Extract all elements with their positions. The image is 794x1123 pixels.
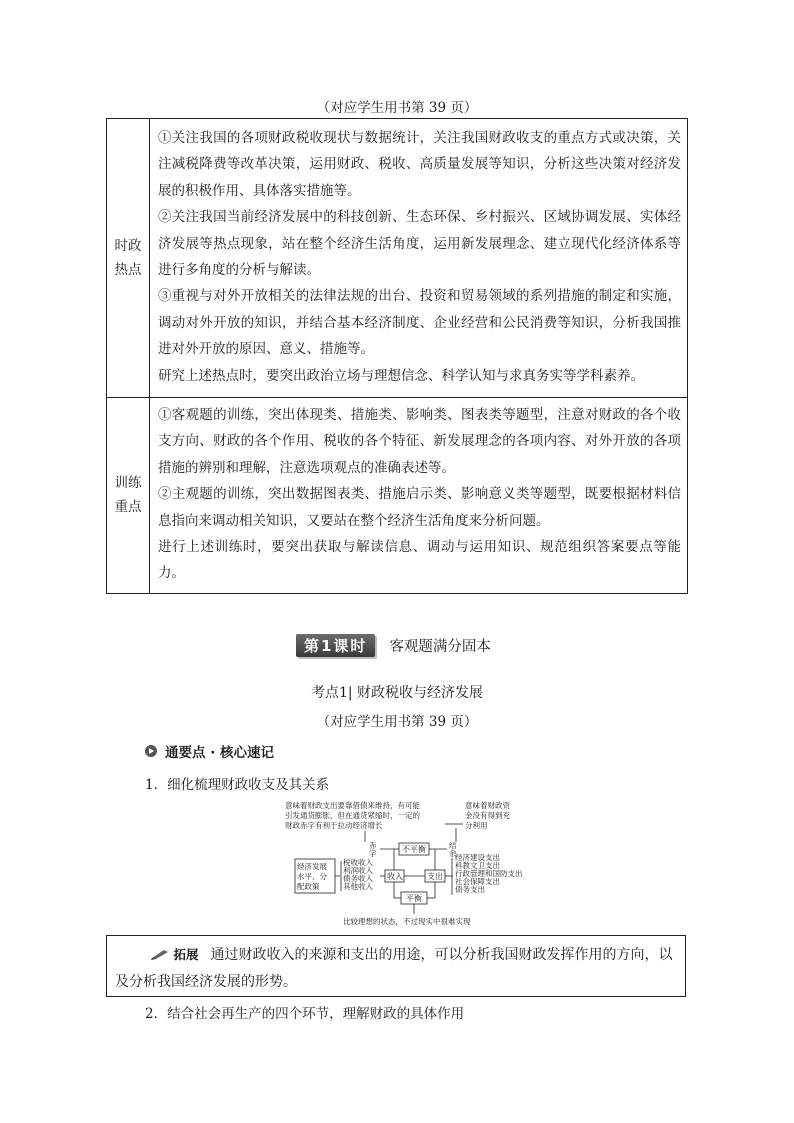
expense-item: 债务支出 [455, 885, 485, 894]
expense-item: 经济建设支出 [455, 853, 500, 862]
deficit-note-line: 意味着财政支出要靠借债来维持，有可能 [285, 801, 420, 810]
deficit-label: 字 [369, 849, 377, 858]
table-row [107, 119, 688, 398]
deficit-note-line: 财政赤字有利于拉动经济增长 [285, 821, 383, 830]
paragraph: ②主观题的训练，突出数据图表类、措施启示类、影响意义类等题型，既要根据材料信息指向来调动相关知识，又要站在整个经济生活角度来分析问题。 [158, 486, 681, 529]
deficit-note-line: 引发通货膨胀，但在通货紧缩时，一定的 [285, 811, 420, 820]
surplus-note-line: 分利用 [465, 821, 488, 830]
expense-item: 科教文卫支出 [455, 861, 500, 870]
expense-item: 行政管理和国防支出 [455, 869, 523, 878]
deficit-label: 赤 [369, 841, 377, 850]
extension-box [106, 935, 686, 997]
expense-item: 社会保障支出 [455, 877, 500, 886]
surplus-label: 结 [449, 841, 457, 850]
page-reference-mid: （对应学生用书第 39 页） [316, 714, 478, 730]
row-label-training-focus [107, 398, 150, 594]
finance-diagram [285, 798, 545, 930]
income-item: 利润收入 [343, 866, 373, 875]
row-label-line: 训练 [114, 475, 142, 492]
imbalance-box-label: 不平衡 [402, 845, 426, 854]
factors-line: 配政策 [297, 882, 320, 891]
pen-icon [151, 943, 169, 954]
income-item: 税收收入 [343, 858, 373, 867]
income-item: 债务收入 [343, 874, 373, 883]
section-heading [145, 741, 274, 761]
table-row [107, 398, 688, 594]
page-reference-top: （对应学生用书第 39 页） [316, 100, 478, 116]
row-content [150, 398, 688, 594]
surplus-note-line: 金没有得到充 [465, 811, 510, 820]
surplus-label: 余 [449, 849, 457, 858]
kaodian-title: 考点1| 财政税收与经济发展 [310, 685, 484, 701]
list-item-2: 2．结合社会再生产的四个环节，理解财政的具体作用 [145, 1006, 465, 1022]
factors-line: 经济发展 [297, 862, 327, 871]
row-label-line: 重点 [114, 499, 142, 516]
list-item-1: 1．细化梳理财政收支及其关系 [145, 777, 330, 793]
balance-note: 比较理想的状态，不过现实中很难实现 [343, 917, 471, 926]
paragraph: ②关注我国当前经济发展中的科技创新、生态环保、乡村振兴、区域协调发展、实体经济发展等热点现象，站在整个经济生活角度，运用新发展理念、建立现代化经济体系等进行多角度的分析与解读。 [158, 209, 681, 278]
hotspot-table [106, 118, 688, 594]
paragraph: 进行上述训练时，要突出获取与解读信息、调动与运用知识、规范组织答案要点等能力。 [158, 539, 681, 582]
paragraph: ①关注我国的各项财政税收现状与数据统计，关注我国财政收支的重点方式或决策，关注减税降费等改革决策，运用财政、税收、高质量发展等知识，分析这些决策对经济发展的积极作用、具体落实措施等。 [158, 129, 681, 199]
section-heading-text: 通要点 · 核心速记 [165, 745, 275, 761]
extension-text: 通过财政收入的来源和支出的用途，可以分析我国财政发挥作用的方向，以及分析我国经济发展的形势。 [115, 947, 673, 990]
balance-box-label: 平衡 [406, 894, 422, 903]
extension-label: 拓展 [173, 947, 199, 962]
income-item: 其他收入 [343, 882, 373, 891]
lesson-header [296, 634, 491, 656]
lesson-badge: 第1课时 [296, 634, 375, 657]
surplus-note-line: 意味着财政资 [465, 801, 510, 810]
paragraph: ①客观题的训练，突出体现类、措施类、影响类、图表类等题型，注意对财政的各个收支方向、财政的各个作用、税收的各个特征、新发展理念的各项内容、对外开放的各项措施的辨别和理解，注意选项观点的准确表述等。 [158, 407, 681, 476]
factors-line: 水平、分 [297, 872, 327, 881]
row-label-line: 热点 [114, 262, 142, 278]
row-label-line: 时政 [114, 238, 142, 254]
expense-box-label: 支出 [427, 872, 443, 881]
paragraph: 研究上述热点时，要突出政治立场与理想信念、科学认知与求真务实等学科素养。 [158, 367, 644, 384]
paragraph: ③重视与对外开放相关的法律法规的出台、投资和贸易领域的系列措施的制定和实施，调动对外开放的知识，并结合基本经济制度、企业经营和公民消费等知识，分析我国推进对外开放的原因、意义、措施等。 [158, 288, 681, 358]
lesson-title: 客观题满分固本 [389, 638, 491, 655]
play-circle-icon [145, 745, 157, 757]
income-box-label: 收入 [387, 872, 403, 881]
row-content [150, 119, 688, 398]
row-label-current-affairs [107, 119, 150, 398]
